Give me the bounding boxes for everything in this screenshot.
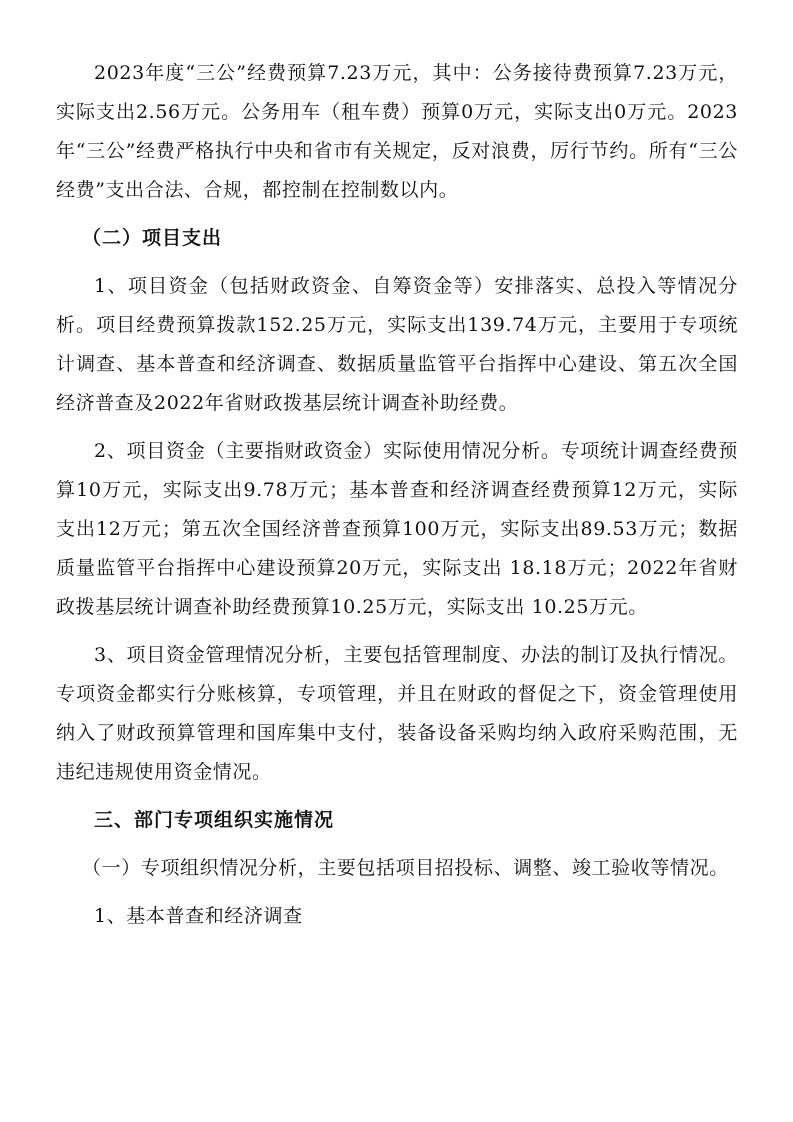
section-heading-special-project-implementation: 三、部门专项组织实施情况 <box>94 809 335 831</box>
paragraph-basic-census-survey: 1、基本普查和经济调查 <box>94 905 303 927</box>
paragraph-special-project-organization: （一）专项组织情况分析，主要包括项目招投标、调整、竣工验收等情况。 <box>82 857 729 879</box>
paragraph-project-funding-management: 3、项目资金管理情况分析，主要包括管理制度、办法的制订及执行情况。专项资金都实行分账核算，专项管理，并且在财政的督促之下，资金管理使用纳入了财政预算管理和国库集中支付，装备设备采购均纳入政府采购范围，无违纪违规使用资金情况。 <box>56 644 738 783</box>
paragraph-project-funding-arrangement: 1、项目资金（包括财政资金、自筹资金等）安排落实、总投入等情况分析。项目经费预算拨款152.25万元，实际支出139.74万元，主要用于专项统计调查、基本普查和经济调查、数据质量监管平台指挥中心建设、第五次全国经济普查及2022年省财政拨基层统计调查补助经费。 <box>56 275 738 414</box>
paragraph-project-funding-usage: 2、项目资金（主要指财政资金）实际使用情况分析。专项统计调查经费预算10万元，实际支出9.78万元；基本普查和经济调查经费预算12万元，实际支出12万元；第五次全国经济普查预算100万元，实际支出89.53万元；数据质量监管平台指挥中心建设预算20万元，实际支出 18.18万元；2022年省财政拨基层统计调查补助经费预算10.25万元，实际支出 10.25万元。 <box>56 440 738 618</box>
document-body <box>56 54 738 936</box>
paragraph-sangong-funds: 2023年度“三公”经费预算7.23万元，其中：公务接待费预算7.23万元，实际支出2.56万元。公务用车（租车费）预算0万元，实际支出0万元。2023年“三公”经费严格执行中央和省市有关规定，反对浪费，厉行节约。所有“三公经费”支出合法、合规，都控制在控制数以内。 <box>56 62 738 201</box>
section-heading-project-expenditure: （二）项目支出 <box>82 227 223 249</box>
